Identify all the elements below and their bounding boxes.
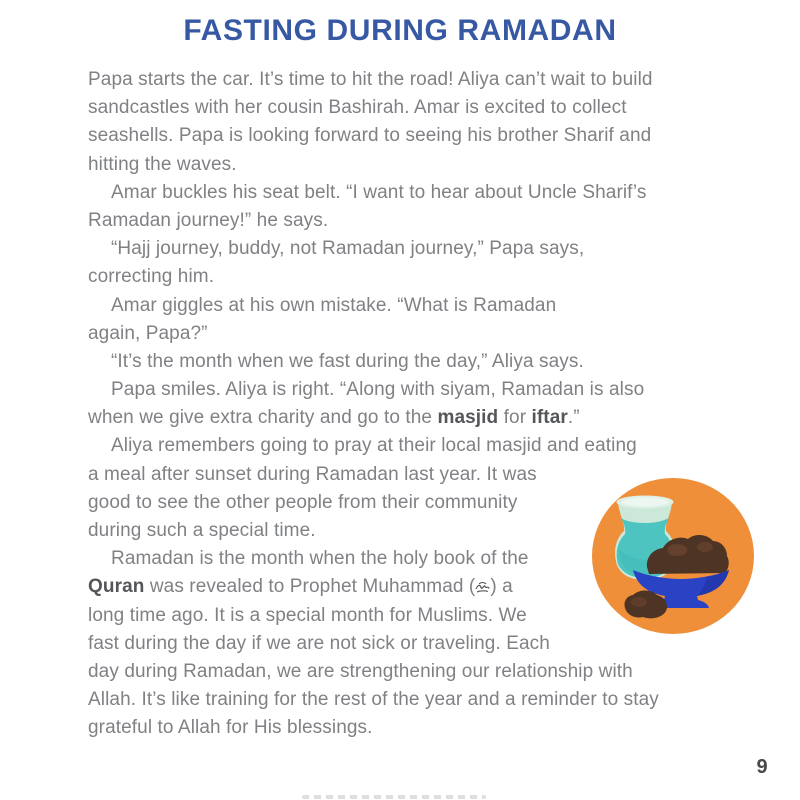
text-segment: Aliya remembers going to pray at their local masjid and eating	[111, 435, 637, 457]
text-segment: hitting the waves.	[88, 153, 237, 175]
text-segment: seashells. Papa is looking forward to seeing his brother Sharif and	[88, 125, 652, 147]
text-segment: was revealed to Prophet Muhammad (	[144, 576, 476, 598]
text-line	[88, 151, 788, 179]
text-segment: again, Papa?”	[88, 322, 208, 344]
text-segment: ) a	[490, 576, 513, 598]
text-segment: Allah. It’s like training for the rest of the year and a reminder to stay	[88, 689, 659, 711]
text-line	[88, 348, 788, 376]
text-segment: long time ago. It is a special month for Muslims. We	[88, 604, 527, 626]
text-line	[88, 235, 788, 263]
text-segment: correcting him.	[88, 266, 215, 288]
text-segment: when we give extra charity and go to the	[88, 407, 438, 429]
bold-term: masjid	[437, 407, 499, 429]
text-segment: sandcastles with her cousin Bashirah. Amar is excited to collect	[88, 97, 627, 119]
bold-term: Quran	[88, 576, 145, 598]
iftar-illustration	[591, 477, 757, 637]
text-segment: Papa starts the car. It’s time to hit the road! Aliya can’t wait to build	[88, 69, 653, 90]
text-segment: for	[498, 407, 532, 429]
text-segment: good to see the other people from their community	[88, 491, 518, 513]
text-segment: day during Ramadan, we are strengthening our relationship with	[88, 660, 633, 682]
cutoff-bottom-text	[302, 795, 486, 799]
text-segment: Papa smiles. Aliya is right. “Along with siyam, Ramadan is also	[111, 379, 645, 401]
text-segment: Ramadan journey!” he says.	[88, 209, 329, 231]
text-segment: Amar giggles at his own mistake. “What is Ramadan	[111, 294, 557, 316]
text-line	[88, 320, 788, 348]
text-segment: fast during the day if we are not sick or traveling. Each	[88, 632, 550, 654]
iftar-illustration-svg	[591, 477, 757, 637]
text-segment: during such a special time.	[88, 520, 316, 541]
text-segment: “It’s the month when we fast during the day,” Aliya says.	[111, 350, 584, 372]
text-line	[88, 376, 788, 404]
page-number: 9	[756, 756, 768, 778]
text-line	[88, 404, 788, 432]
text-line	[88, 263, 788, 291]
text-line	[88, 207, 788, 235]
text-segment: Ramadan is the month when the holy book of the	[111, 548, 529, 570]
text-line	[88, 66, 788, 94]
text-line	[88, 292, 788, 320]
text-segment: “Hajj journey, buddy, not Ramadan journey,” Papa says,	[111, 238, 585, 260]
text-line	[88, 658, 788, 686]
text-segment: a meal after sunset during Ramadan last year. It was	[88, 463, 537, 485]
text-segment: grateful to Allah for His blessings.	[88, 717, 373, 739]
text-line	[88, 122, 788, 150]
pbuh-calligraphy-icon	[475, 575, 490, 603]
text-line	[88, 94, 788, 122]
bold-term: iftar	[531, 407, 568, 429]
text-line	[88, 179, 788, 207]
text-segment: Amar buckles his seat belt. “I want to hear about Uncle Sharif’s	[111, 181, 647, 203]
text-segment: .”	[567, 407, 580, 429]
body-text	[88, 66, 788, 743]
text-line	[88, 714, 788, 742]
text-line	[88, 686, 788, 714]
page-title: FASTING DURING RAMADAN	[183, 14, 617, 47]
text-line	[88, 432, 788, 460]
